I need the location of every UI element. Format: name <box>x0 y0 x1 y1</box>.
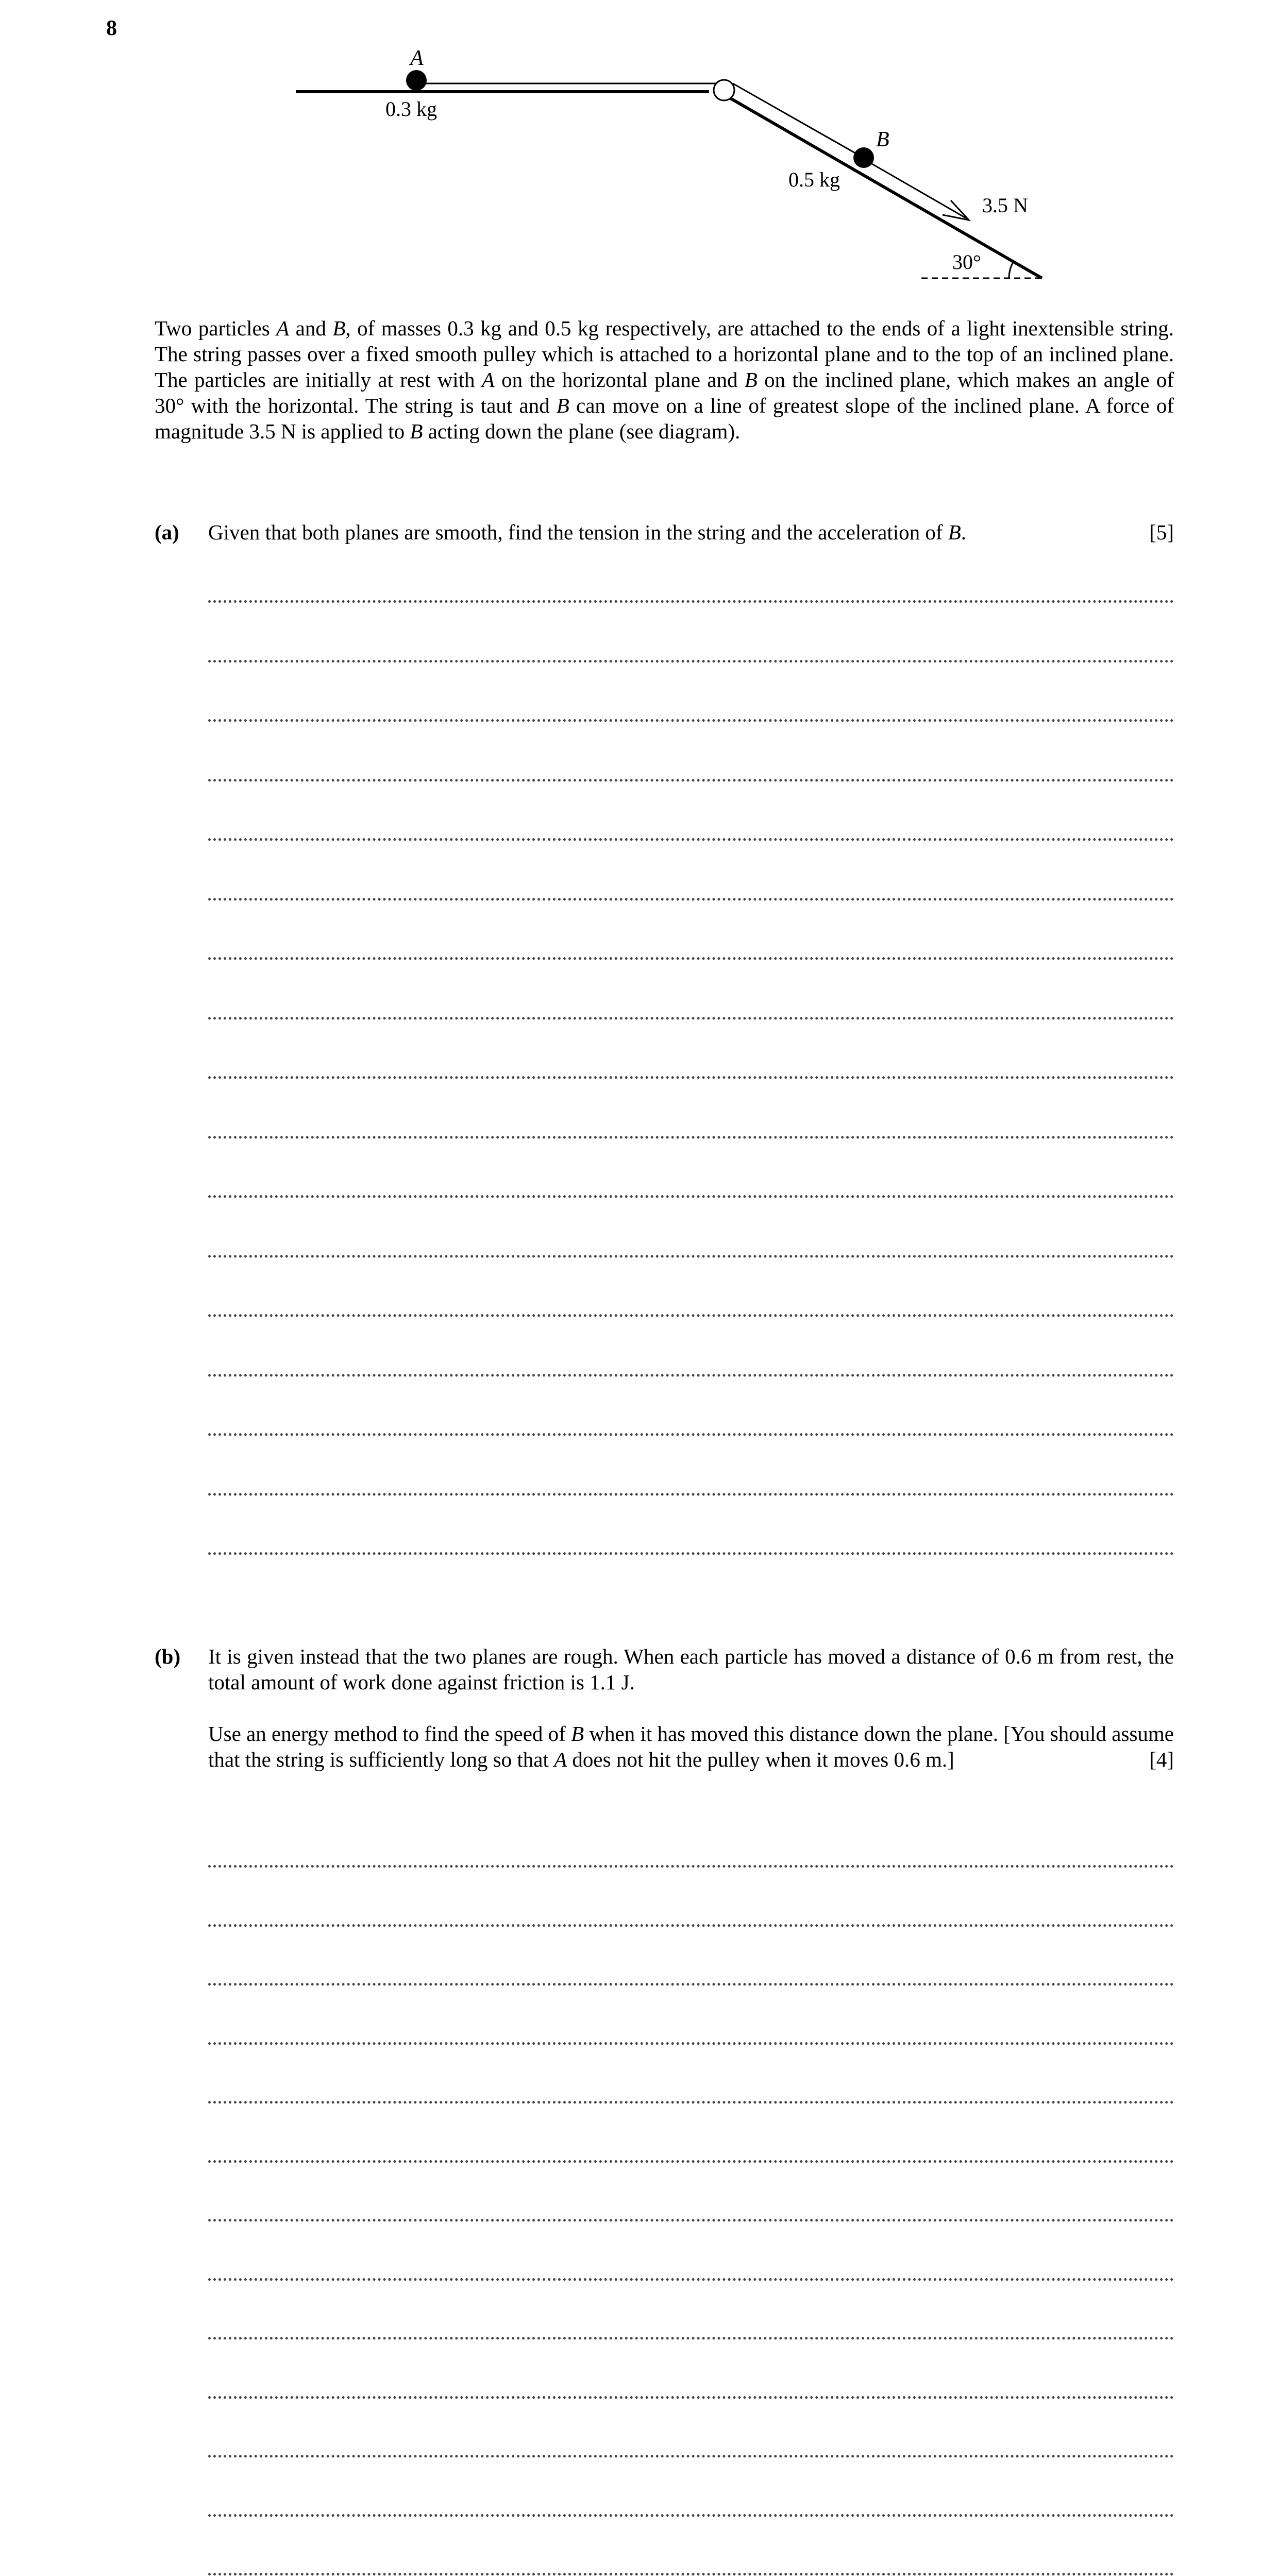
part-a-question: Given that both planes are smooth, find the tension in the string and the acceleration of B. [5] <box>208 520 1174 544</box>
angle-label: 30° <box>952 250 981 274</box>
answer-line[interactable] <box>208 1433 1174 1436</box>
answer-line[interactable] <box>208 779 1174 782</box>
part-b-body <box>208 1643 1174 1772</box>
question-intro: Two particles A and B, of masses 0.3 kg and 0.5 kg respectively, are attached to the ends of a light inextensible string. The string passes over a fixed smooth pulley which is attached to a horizontal plane and to the top of an inclined plane. The particles are initially at rest with A on the horizontal plane and B on the inclined plane, which makes an angle of 30° with the horizontal. The string is taut and B can move on a line of greatest slope of the inclined plane. A force of magnitude 3.5 N is applied to B acting down the plane (see diagram). <box>155 316 1174 443</box>
answer-line[interactable] <box>208 719 1174 722</box>
part-b-statement: It is given instead that the two planes are rough. When each particle has moved a distance of 0.6 m from rest, the total amount of work done against friction is 1.1 J. <box>208 1645 1174 1694</box>
answer-line[interactable] <box>208 2278 1174 2281</box>
inclined-plane <box>726 96 1042 278</box>
answer-line[interactable] <box>208 1865 1174 1868</box>
part-a-label: (a) <box>155 520 179 544</box>
answer-line[interactable] <box>208 2219 1174 2222</box>
part-b <box>155 1643 1174 1772</box>
answer-line[interactable] <box>208 1552 1174 1555</box>
answer-line[interactable] <box>208 838 1174 841</box>
answer-line[interactable] <box>208 2396 1174 2399</box>
answer-line[interactable] <box>208 2573 1174 2575</box>
string-incline <box>733 83 861 156</box>
part-a-body <box>208 519 1174 545</box>
answer-line[interactable] <box>208 957 1174 960</box>
answer-line[interactable] <box>208 2455 1174 2458</box>
answer-line[interactable] <box>208 1255 1174 1258</box>
answer-line[interactable] <box>208 1314 1174 1317</box>
part-b-label: (b) <box>155 1645 181 1668</box>
answer-line[interactable] <box>208 1076 1174 1079</box>
particle-b-label: B <box>876 128 889 151</box>
answer-line[interactable] <box>208 1924 1174 1927</box>
page-number: 8 <box>106 16 117 40</box>
particle-a-mass: 0.3 kg <box>385 97 437 121</box>
answer-line[interactable] <box>208 2337 1174 2340</box>
part-b-question: Use an energy method to find the speed of B when it has moved this distance down the plane. [You should assume that the string is sufficiently long so that A does not hit the pulley when it moves 0.6 m.] [4] <box>208 1722 1174 1771</box>
answer-line[interactable] <box>208 1983 1174 1986</box>
answer-line[interactable] <box>208 1195 1174 1198</box>
part-b-marks: [4] <box>1149 1748 1174 1771</box>
particle-b <box>853 147 874 168</box>
part-a <box>155 519 1174 545</box>
answer-line[interactable] <box>208 2101 1174 2104</box>
answer-line[interactable] <box>208 898 1174 901</box>
particle-a <box>406 70 427 91</box>
pulley <box>714 80 734 100</box>
answer-line[interactable] <box>208 2160 1174 2163</box>
pulley-diagram <box>0 0 1278 289</box>
answer-line[interactable] <box>208 2514 1174 2517</box>
answer-line[interactable] <box>208 660 1174 663</box>
answer-line[interactable] <box>208 1374 1174 1377</box>
answer-line[interactable] <box>208 2042 1174 2045</box>
answer-line[interactable] <box>208 1017 1174 1020</box>
force-label: 3.5 N <box>982 194 1028 217</box>
part-a-marks: [5] <box>1149 520 1174 544</box>
answer-line[interactable] <box>208 1136 1174 1139</box>
answer-line[interactable] <box>208 600 1174 603</box>
particle-a-label: A <box>410 46 424 70</box>
answer-line[interactable] <box>208 1493 1174 1496</box>
force-arrow <box>872 164 966 218</box>
particle-b-mass: 0.5 kg <box>788 168 840 191</box>
angle-arc <box>1009 262 1014 278</box>
